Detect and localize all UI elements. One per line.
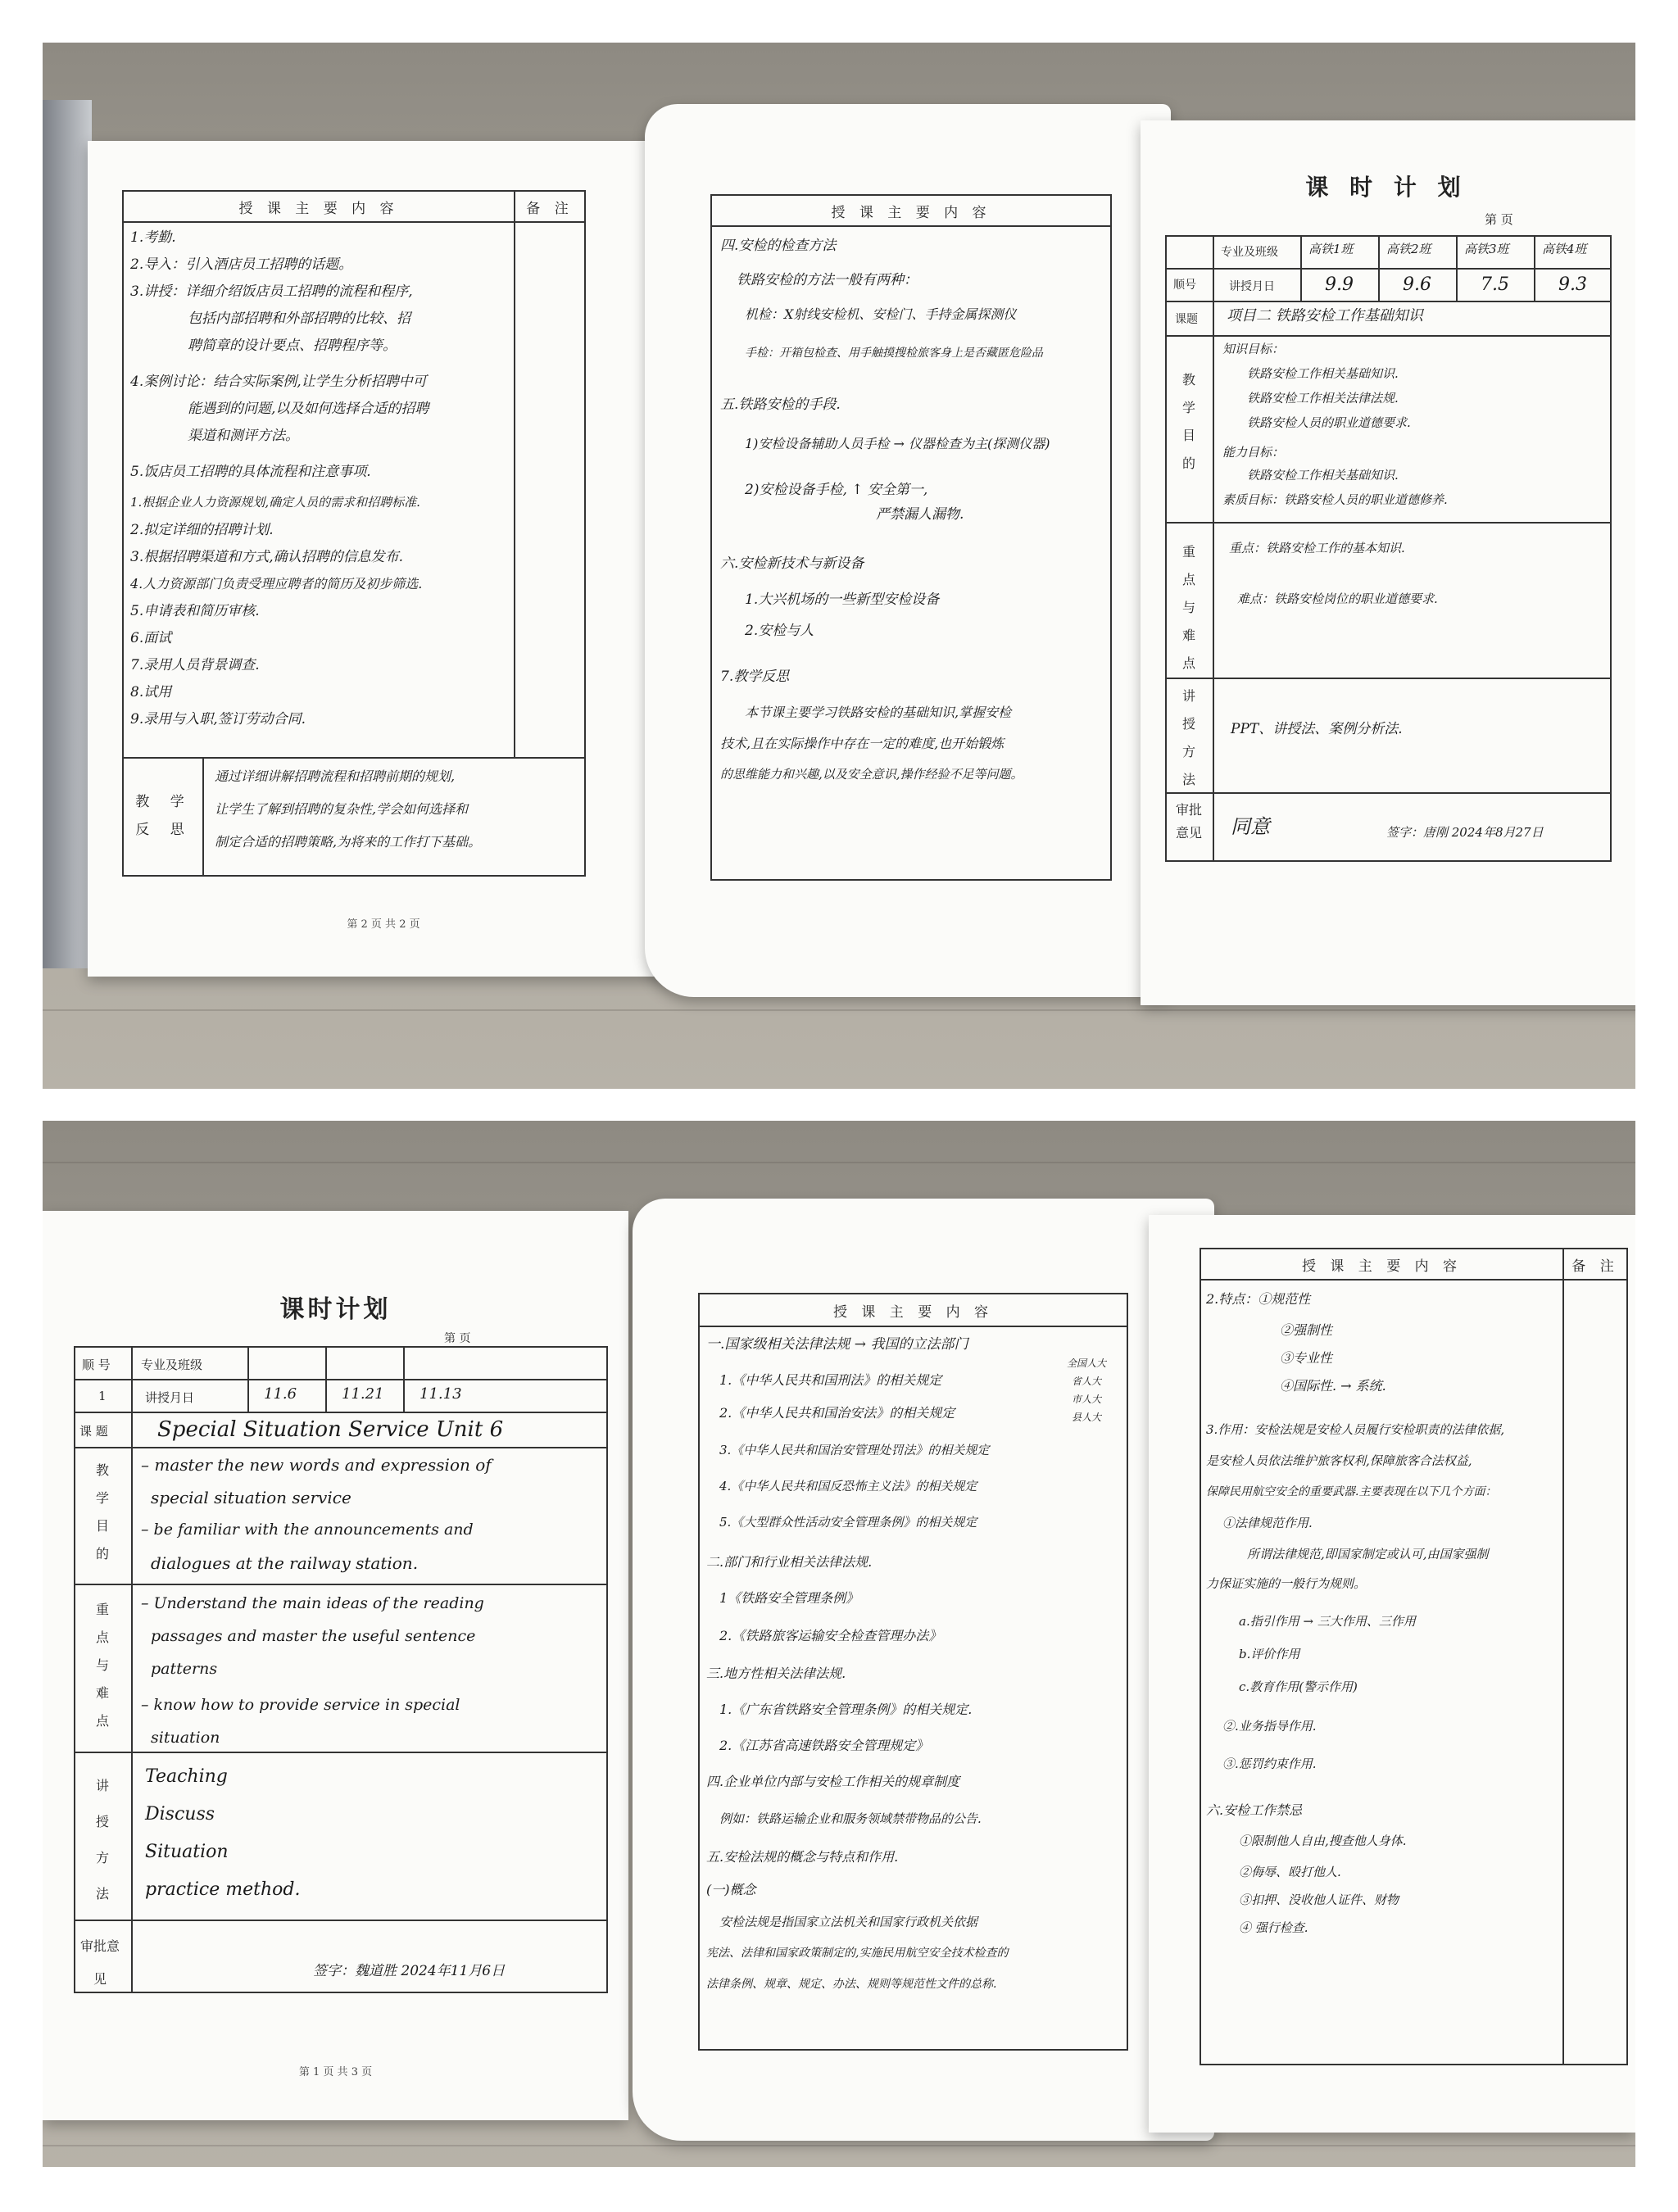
col-divider: [1456, 235, 1458, 302]
content-line: 聘简章的设计要点、招聘程序等。: [188, 338, 397, 354]
objective-line: dialogues at the railway station.: [151, 1553, 419, 1573]
method-lines: [145, 1768, 604, 1919]
objective-line: – be familiar with the announcements and: [141, 1521, 474, 1539]
key-point-line: patterns: [151, 1660, 218, 1678]
key-point-line: 难点：铁路安检岗位的职业道德要求.: [1237, 592, 1438, 606]
floor-line: [43, 2145, 1635, 2146]
content-line: 2.《江苏省高速铁路安全管理规定》: [719, 1738, 929, 1753]
key-points-lines: [141, 1596, 600, 1760]
content-line: ③专业性: [1280, 1350, 1333, 1366]
content-line: 四.企业单位内部与安检工作相关的规章制度: [706, 1774, 960, 1789]
objective-line: special situation service: [151, 1488, 351, 1507]
key-point-line: situation: [151, 1729, 220, 1747]
content-line: 2.《中华人民共和国治安法》的相关规定: [719, 1405, 955, 1421]
reflection-line: 让学生了解到招聘的复杂性,学会如何选择和: [215, 801, 469, 817]
row-divider: [1165, 678, 1612, 679]
objective-line: 铁路安检工作相关基础知识.: [1247, 366, 1399, 381]
content-lines: [720, 239, 1163, 800]
content-line: 六.安检工作禁忌: [1206, 1802, 1303, 1818]
objective-line: 能力目标：: [1222, 445, 1285, 460]
bottom-left-page: [43, 1211, 628, 2120]
content-line: 5.《大型群众性活动安全管理条例》的相关规定: [719, 1515, 977, 1530]
bottom-photo: [43, 1121, 1635, 2167]
row-divider: [1165, 335, 1612, 337]
method-label: 讲授方法: [1181, 688, 1195, 787]
content-line: ①限制他人自由,搜查他人身体.: [1239, 1834, 1407, 1848]
content-line: 的思维能力和兴趣,以及安全意识,操作经验不足等问题。: [720, 767, 1023, 782]
content-line: 8.试用: [130, 684, 172, 700]
page-number-label: 第 页: [444, 1332, 471, 1345]
content-line: ③.惩罚约束作用.: [1222, 1756, 1317, 1771]
method-line: Discuss: [145, 1804, 215, 1824]
content-lines: [706, 1338, 1206, 2010]
content-line: 五.铁路安检的手段.: [720, 397, 841, 413]
page-number-label: 第 页: [1485, 212, 1513, 227]
content-line: 1.《广东省铁路安全管理条例》的相关规定.: [719, 1702, 973, 1717]
col-divider: [1534, 235, 1535, 302]
content-line: 渠道和测评方法。: [188, 428, 299, 444]
col-divider: [247, 1346, 249, 1413]
content-line: 1《铁路安全管理条例》: [719, 1590, 859, 1606]
objectives-label: 教学目的: [1181, 372, 1195, 471]
class-cell: 高铁2班: [1386, 242, 1431, 256]
topic-value: Special Situation Service Unit 6: [157, 1417, 504, 1442]
content-lines: [1206, 1293, 1632, 1950]
objective-line: 铁路安检工作相关基础知识.: [1247, 468, 1399, 483]
objectives-lines: [1222, 343, 1608, 519]
content-line: 1.根据企业人力资源规划,确定人员的需求和招聘标准.: [130, 495, 420, 510]
objective-line: 铁路安检工作相关法律法规.: [1247, 391, 1399, 406]
method-line: practice method.: [145, 1879, 301, 1900]
major-label: 专业及班级: [141, 1358, 203, 1372]
key-point-line: – Understand the main ideas of the reading: [141, 1594, 484, 1612]
content-line: a.指引作用 → 三大作用、三作用: [1239, 1614, 1416, 1629]
content-line: 法律条例、规章、规定、办法、规则等规范性文件的总称.: [706, 1978, 997, 1991]
content-line: 4.案例讨论：结合实际案例,让学生分析招聘中可: [130, 374, 427, 390]
objective-line: 素质目标：铁路安检人员的职业道德修养.: [1222, 492, 1448, 507]
date-cell: 11.6: [264, 1385, 297, 1403]
content-line: 二.部门和行业相关法律法规.: [706, 1554, 873, 1570]
row-no: 1: [98, 1389, 107, 1403]
content-line: 1)安检设备辅助人员手检 → 仪器检查为主(探测仪器): [745, 436, 1050, 451]
objective-line: 知识目标：: [1222, 342, 1285, 356]
page-footer: 第 1 页 共 3 页: [298, 2066, 373, 2078]
page-footer: 第 2 页 共 2 页: [347, 918, 420, 931]
top-right-page: [1141, 120, 1635, 1005]
content-line: ④国际性. → 系统.: [1280, 1378, 1386, 1394]
row-no-label: 顺号: [1173, 279, 1196, 292]
row-divider: [74, 1379, 608, 1380]
date-cell: 11.13: [420, 1385, 462, 1403]
page-title: 课时计划: [279, 1295, 392, 1324]
content-line: 机检：X射线安检机、安检门、手持金属探测仪: [745, 306, 1017, 322]
topic-label: 课题: [1175, 313, 1198, 326]
book-edge: [43, 100, 92, 968]
content-line: 4.《中华人民共和国反恐怖主义法》的相关规定: [719, 1479, 977, 1494]
date-cell: 7.5: [1481, 274, 1509, 295]
content-line: ④ 强行检查.: [1239, 1920, 1308, 1935]
notes-header: 备 注: [514, 190, 586, 223]
content-line: 包括内部招聘和外部招聘的比较、招: [188, 310, 410, 327]
content-line: 2.安检与人: [745, 623, 814, 639]
approval-label: 审批意见: [79, 1938, 120, 1987]
date-label: 讲授月日: [145, 1390, 195, 1405]
content-line: 铁路安检的方法一般有两种：: [737, 272, 918, 288]
row-divider: [74, 1920, 608, 1921]
content-line: 手检：开箱包检查、用手触摸搜检旅客身上是否藏匿危险品: [745, 347, 1043, 360]
objective-line: 铁路安检人员的职业道德要求.: [1247, 415, 1411, 430]
content-lines: [130, 231, 622, 740]
content-header: 授 课 主 要 内 容: [710, 194, 1112, 227]
content-line: 3.根据招聘渠道和方式,确认招聘的信息发布.: [130, 549, 404, 565]
major-label: 专业及班级: [1221, 246, 1278, 259]
content-line: 5.饭店员工招聘的具体流程和注意事项.: [130, 464, 371, 480]
key-points-lines: [1229, 542, 1606, 618]
topic-value: 项目二 铁路安检工作基础知识: [1227, 307, 1423, 324]
content-line: 1.考勤.: [130, 229, 176, 246]
class-cell: 高铁1班: [1308, 242, 1354, 256]
col-divider: [1300, 235, 1302, 302]
content-line: 是安检人员依法维护旅客权利,保障旅客合法权益,: [1206, 1453, 1472, 1468]
method-value: PPT、讲授法、案例分析法.: [1231, 721, 1403, 737]
row-divider: [1165, 268, 1612, 270]
content-line: 5.申请表和简历审核.: [130, 603, 260, 619]
content-line: 3.作用：安检法规是安检人员履行安检职责的法律依据,: [1206, 1422, 1505, 1437]
content-line: 技术,且在实际操作中存在一定的难度,也开始锻炼: [720, 736, 1005, 751]
content-line: 3.讲授：详细介绍饭店员工招聘的流程和程序,: [130, 283, 413, 300]
content-header: 授 课 主 要 内 容: [1200, 1248, 1564, 1281]
section-divider: [122, 757, 586, 759]
content-line: ②.业务指导作用.: [1222, 1719, 1317, 1734]
content-line: ③扣押、没收他人证件、财物: [1239, 1892, 1399, 1907]
content-line: (一)概念: [706, 1882, 756, 1897]
content-line: 所谓法律规范,即国家制定或认可,由国家强制: [1247, 1547, 1489, 1562]
row-no-label: 顺 号: [82, 1358, 111, 1372]
reflection-lines: [215, 770, 583, 868]
content-line: 4.人力资源部门负责受理应聘者的简历及初步筛选.: [130, 576, 423, 592]
content-line: 保障民用航空安全的重要武器.主要表现在以下几个方面：: [1206, 1485, 1497, 1498]
date-cell: 9.3: [1558, 274, 1587, 295]
objectives-label: 教学目的: [95, 1462, 109, 1562]
col-divider: [131, 1346, 133, 1993]
signature: 签字：唐刚 2024年8月27日: [1386, 825, 1544, 840]
content-line: 安检法规是指国家立法机关和国家行政机关依据: [719, 1915, 978, 1929]
content-line: b.评价作用: [1239, 1647, 1300, 1661]
col-divider: [1213, 235, 1214, 862]
date-label: 讲授月日: [1229, 280, 1275, 293]
reflection-line: 制定合适的招聘策略,为将来的工作打下基础。: [215, 834, 482, 850]
approval-label: 审批意见: [1175, 802, 1202, 841]
content-line: 3.《中华人民共和国治安管理处罚法》的相关规定: [719, 1443, 990, 1457]
topic-label: 课 题: [79, 1424, 108, 1439]
content-line: 严禁漏人漏物.: [876, 506, 964, 523]
margin-notes: [1067, 1358, 1124, 1430]
row-divider: [1165, 301, 1612, 302]
margin-note: 县人大: [1072, 1412, 1102, 1423]
col-divider: [325, 1346, 327, 1413]
reflection-line: 通过详细讲解招聘流程和招聘前期的规划,: [215, 768, 456, 784]
content-line: 三.地方性相关法律法规.: [706, 1666, 846, 1681]
margin-note: 市人大: [1072, 1394, 1102, 1405]
bottom-middle-page: [633, 1199, 1214, 2141]
content-line: 9.录用与入职,签订劳动合同.: [130, 711, 306, 728]
content-line: 7.录用人员背景调查.: [130, 657, 260, 673]
content-line: 2.拟定详细的招聘计划.: [130, 522, 274, 538]
content-line: 六.安检新技术与新设备: [720, 555, 864, 572]
top-middle-page: [645, 104, 1171, 997]
date-cell: 11.21: [342, 1385, 384, 1403]
content-line: 1.大兴机场的一些新型安检设备: [745, 592, 940, 608]
content-line: 例如：铁路运输企业和服务领域禁带物品的公告.: [719, 1811, 982, 1826]
col-divider: [1378, 235, 1380, 302]
content-line: 2)安检设备手检, ↑ 安全第一,: [745, 482, 928, 498]
objective-line: – master the new words and expression of: [141, 1455, 492, 1475]
content-line: 一.国家级相关法律法规 → 我国的立法部门: [706, 1336, 968, 1353]
col-divider: [403, 1346, 405, 1413]
key-points-label: 重点与难点: [95, 1602, 109, 1729]
row-divider: [1165, 522, 1612, 524]
floor-line: [43, 1162, 1635, 1163]
page-title: 课 时 计 划: [1305, 174, 1467, 201]
content-line: 四.安检的检查方法: [720, 238, 837, 254]
content-line: 2.《铁路旅客运输安全检查管理办法》: [719, 1628, 942, 1643]
content-line: ①法律规范作用.: [1222, 1516, 1313, 1530]
row-divider: [74, 1412, 608, 1413]
content-line: 2.特点：①规范性: [1206, 1291, 1311, 1307]
row-divider: [74, 1447, 608, 1448]
notes-header: 备 注: [1562, 1248, 1628, 1281]
method-line: Teaching: [145, 1766, 228, 1787]
reflection-divider: [202, 757, 204, 877]
date-cell: 9.6: [1403, 274, 1431, 295]
margin-note: 全国人大: [1067, 1358, 1107, 1369]
content-line: c.教育作用(警示作用): [1239, 1679, 1358, 1694]
floor-line: [43, 1009, 1635, 1011]
content-line: ②强制性: [1280, 1322, 1333, 1338]
content-header: 授 课 主 要 内 容: [698, 1293, 1128, 1327]
key-point-line: passages and master the useful sentence: [151, 1627, 476, 1645]
top-photo: [43, 43, 1635, 1089]
key-points-label: 重点与难点: [1181, 544, 1195, 671]
top-left-page: [88, 141, 679, 977]
content-line: 7.教学反思: [720, 669, 790, 685]
key-point-line: – know how to provide service in special: [141, 1696, 460, 1714]
content-line: 本节课主要学习铁路安检的基础知识,掌握安检: [745, 705, 1012, 720]
reflection-label: 教 学 反 思: [135, 794, 193, 838]
method-label: 讲授方法: [95, 1778, 109, 1902]
objectives-lines: [141, 1457, 600, 1588]
content-line: 能遇到的问题,以及如何选择合适的招聘: [188, 401, 429, 417]
content-line: 力保证实施的一般行为规则。: [1206, 1576, 1367, 1591]
content-line: ②侮辱、殴打他人.: [1239, 1865, 1341, 1879]
content-line: 6.面试: [130, 630, 172, 646]
content-line: 宪法、法律和国家政策制定的,实施民用航空安全技术检查的: [706, 1947, 1009, 1960]
key-point-line: 重点：铁路安检工作的基本知识.: [1229, 541, 1405, 555]
approval-value: 同意: [1231, 815, 1270, 838]
content-line: 2.导入：引入酒店员工招聘的话题。: [130, 256, 353, 273]
content-header: 授 课 主 要 内 容: [122, 190, 515, 223]
bottom-right-page: [1149, 1215, 1635, 2133]
date-cell: 9.9: [1325, 274, 1354, 295]
content-line: 1.《中华人民共和国刑法》的相关规定: [719, 1372, 942, 1388]
class-cell: 高铁4班: [1542, 242, 1587, 256]
signature: 签字：魏道胜 2024年11月6日: [313, 1963, 506, 1979]
content-line: 五.安检法规的概念与特点和作用.: [706, 1849, 899, 1865]
class-cell: 高铁3班: [1464, 242, 1509, 256]
method-line: Situation: [145, 1842, 229, 1862]
margin-note: 省人大: [1072, 1376, 1102, 1387]
row-divider: [1165, 792, 1612, 794]
